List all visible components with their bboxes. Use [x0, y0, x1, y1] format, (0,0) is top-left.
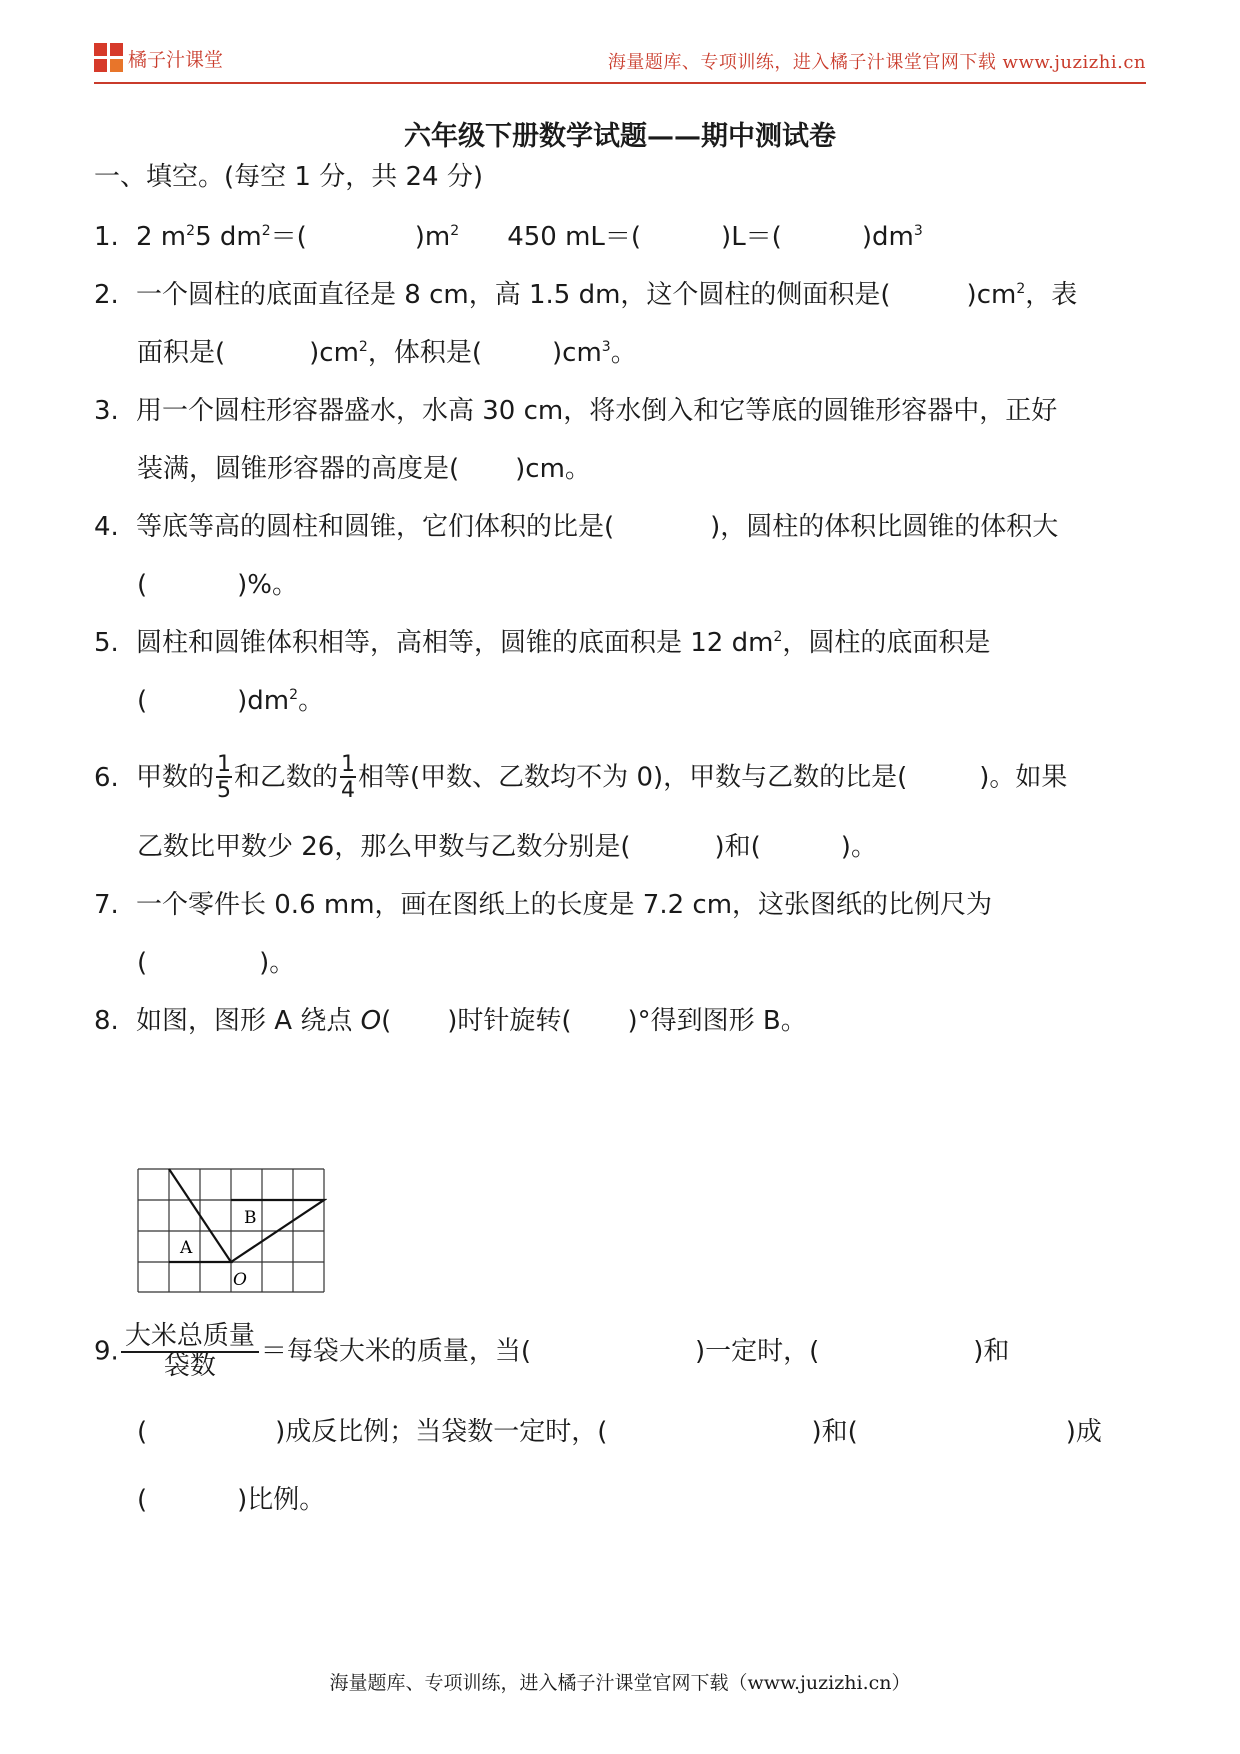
- question-2: 2. 一个圆柱的底面直径是 8 cm，高 1.5 dm，这个圆柱的侧面积是( )$cm^2$，表: [94, 280, 1078, 310]
- grid-lines: [138, 1169, 324, 1292]
- brand-logo: [94, 43, 223, 73]
- question-2-cont: 面积是( )$cm^2$，体积是( )$cm^3$。: [137, 338, 637, 368]
- figure-b-label: B: [244, 1208, 257, 1228]
- logo-text: 橘子汁课堂: [128, 48, 224, 71]
- question-9-end: ( )比例。: [137, 1485, 326, 1515]
- fraction-rice-per-bag: $\frac{\text{大米总质量}}{\text{袋数}}$: [121, 1323, 259, 1381]
- question-3: 3. 用一个圆柱形容器盛水，水高 30 cm，将水倒入和它等底的圆锥形容器中，正好: [94, 396, 1058, 426]
- question-9-cont: ( )成反比例；当袋数一定时，( )和( )成: [137, 1417, 1102, 1447]
- question-5: 5. 圆柱和圆锥体积相等，高相等，圆锥的底面积是 12 $dm^2$，圆柱的底面积是: [94, 628, 991, 658]
- question-8: 8. 如图，图形 A 绕点 O( )时针旋转( )°得到图形 B。: [94, 1006, 807, 1036]
- figure-a-label: A: [180, 1238, 193, 1258]
- question-4: 4. 等底等高的圆柱和圆锥，它们体积的比是( )，圆柱的体积比圆锥的体积大: [94, 512, 1059, 542]
- rotation-grid-figure: [137, 1168, 327, 1294]
- fraction-one-fourth: $\frac{1}{4}$: [341, 752, 356, 803]
- question-1: 1. 2 $m^25$ $dm^2=$( )$m^2$ 450 mL＝( )L＝( )$dm^3$: [94, 222, 923, 252]
- fraction-one-fifth: $\frac{1}{5}$: [217, 752, 232, 803]
- header-slogan: 海量题库、专项训练，进入橘子汁课堂官网下载 www.juzizhi.cn: [607, 52, 1146, 73]
- logo-icon: [94, 43, 124, 73]
- page-footer: 海量题库、专项训练，进入橘子汁课堂官网下载（www.juzizhi.cn）: [329, 1672, 911, 1694]
- page-title: 六年级下册数学试题——期中测试卷: [404, 121, 836, 152]
- question-9: 9. $\frac{\text{大米总质量}}{\text{袋数}}$ ＝每袋大米的质量，当( )一定时，( )和: [94, 1321, 1010, 1381]
- page-header: [94, 40, 1146, 84]
- question-7-cont: ( )。: [137, 948, 296, 978]
- question-4-cont: ( )%。: [137, 570, 299, 600]
- question-6-cont: 乙数比甲数少 26，那么甲数与乙数分别是( )和( )。: [137, 832, 877, 862]
- section-heading: 一、填空。(每空 1 分，共 24 分): [94, 162, 483, 192]
- point-o-label: O: [233, 1270, 247, 1290]
- question-3-cont: 装满，圆锥形容器的高度是( )cm。: [137, 454, 591, 484]
- question-7: 7. 一个零件长 0.6 mm，画在图纸上的长度是 7.2 cm，这张图纸的比例尺为: [94, 890, 993, 920]
- question-5-cont: ( )$dm^2$。: [137, 686, 325, 716]
- question-6: 6. 甲数的 $\frac{1}{5}$ 和乙数的 $\frac{1}{4}$ 相等(甲数、乙数均不为 0)，甲数与乙数的比是( )。如果: [94, 752, 1068, 803]
